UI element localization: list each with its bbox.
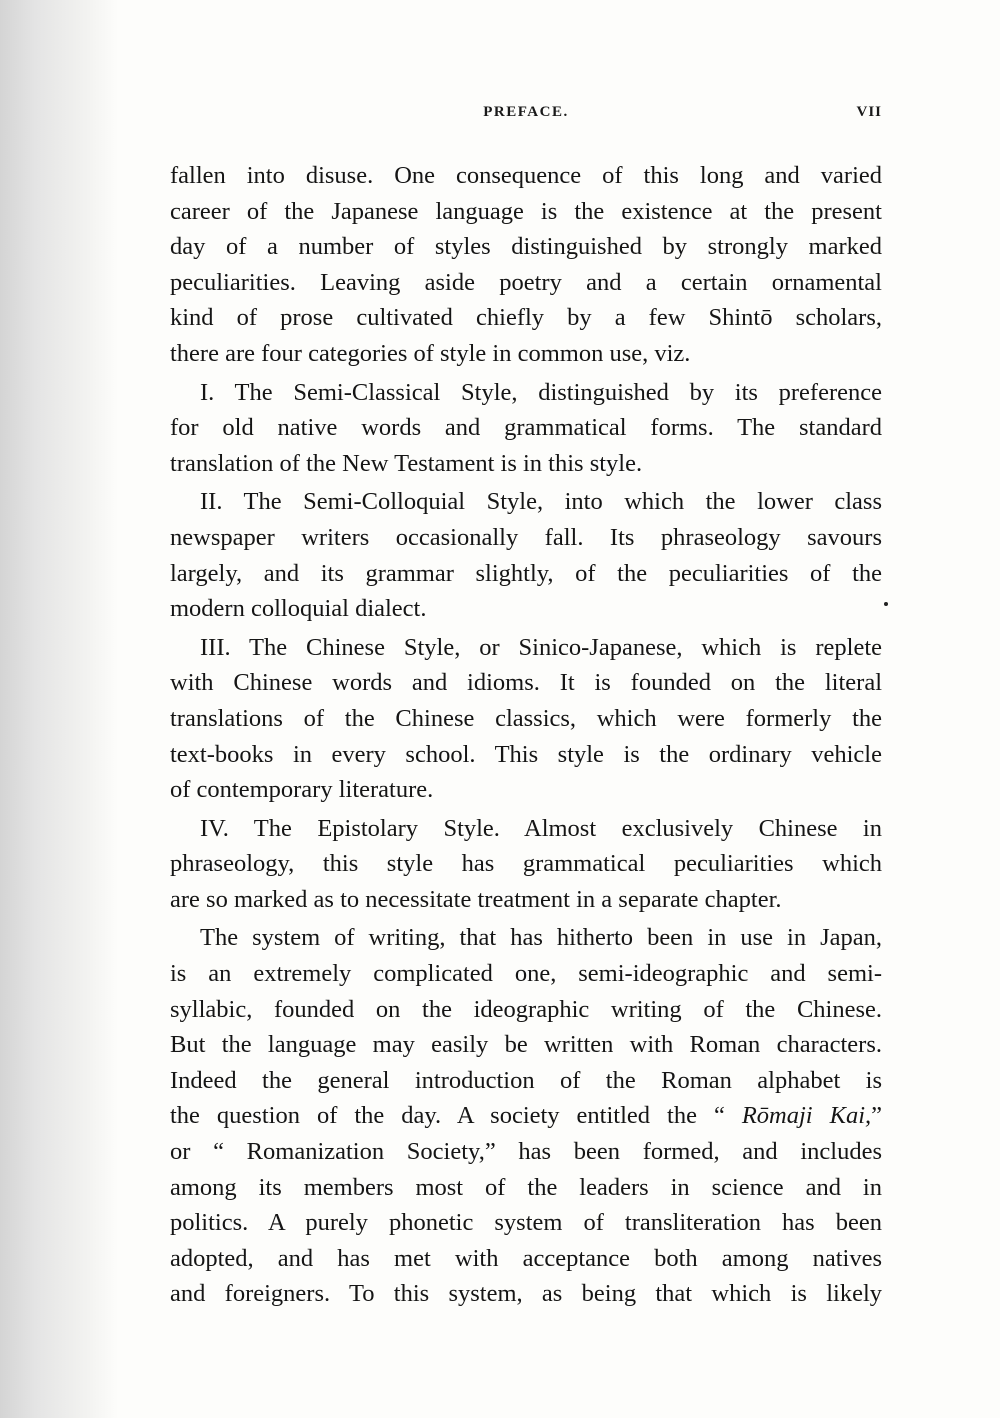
text-line: of contemporary literature. [170, 776, 434, 804]
text-line: modern colloquial dialect. [170, 595, 427, 623]
text-line: kind of prose cultivated chiefly by a few Shintō scholars, [170, 304, 882, 332]
text-line: The system of writing, that has hitherto been in use in Japan, [200, 924, 882, 952]
text-line: newspaper writers occasionally fall. Its phraseology savours [170, 523, 882, 551]
text-line: are so marked as to necessitate treatment in a separate chapter. [170, 885, 782, 913]
running-title: PREFACE. [483, 104, 569, 120]
text-line: is an extremely complicated one, semi-ideographic and semi- [170, 960, 882, 988]
text-line: Indeed the general introduction of the Roman alphabet is [170, 1066, 882, 1094]
text-line: But the language may easily be written with Roman characters. [170, 1031, 882, 1059]
text-line: I. The Semi-Classical Style, distinguished by its preference [200, 378, 882, 406]
text-line: IV. The Epistolary Style. Almost exclusively Chinese in [200, 814, 882, 842]
page-gutter-shadow [0, 0, 118, 1418]
text-line: adopted, and has met with acceptance both among natives [170, 1244, 882, 1272]
text-line: text-books in every school. This style is the ordinary vehicle [170, 740, 882, 768]
text-line: among its members most of the leaders in science and in [170, 1173, 882, 1201]
running-head [170, 104, 882, 128]
paragraph-semi-classical [170, 375, 882, 482]
text-line-romaji-kai [170, 1098, 882, 1134]
text-line: syllabic, founded on the ideographic writing of the Chinese. [170, 995, 882, 1023]
text-line-start: the question of the day. A society entitled the [170, 1102, 697, 1130]
text-line: translations of the Chinese classics, which were formerly the [170, 704, 882, 732]
romaji-kai-phrase: Rōmaji Kai, [741, 1102, 872, 1130]
paragraph-chinese-style [170, 630, 882, 808]
text-line: fallen into disuse. One consequence of this long and varied [170, 162, 882, 189]
text-line: and foreigners. To this system, as being that which is likely [170, 1280, 882, 1308]
stray-ink-dot [884, 602, 888, 606]
body-text [170, 158, 882, 1312]
page-number: VII [856, 104, 882, 120]
text-line: for old native words and grammatical forms. The standard [170, 414, 882, 442]
text-line: with Chinese words and idioms. It is founded on the literal [170, 669, 882, 697]
paragraph-semi-colloquial [170, 484, 882, 626]
text-line: or “ Romanization Society,” has been formed, and includes [170, 1138, 882, 1166]
text-line: there are four categories of style in common use, viz. [170, 339, 691, 367]
text-line: phraseology, this style has grammatical peculiarities which [170, 850, 882, 878]
text-line: largely, and its grammar slightly, of the peculiarities of the [170, 559, 882, 587]
text-line: II. The Semi-Colloquial Style, into which the lower class [200, 488, 882, 516]
paragraph-intro [170, 158, 882, 372]
open-quote: “ [713, 1102, 742, 1130]
paragraph-writing-system [170, 920, 882, 1312]
text-line: III. The Chinese Style, or Sinico-Japanese, which is replete [200, 633, 882, 661]
paragraph-epistolary [170, 811, 882, 918]
text-line: politics. A purely phonetic system of transliteration has been [170, 1209, 882, 1237]
text-line: peculiarities. Leaving aside poetry and a certain ornamental [170, 268, 882, 296]
text-line: career of the Japanese language is the existence at the present [170, 197, 882, 225]
text-line: day of a number of styles distinguished by strongly marked [170, 233, 882, 261]
close-quote: ” [871, 1102, 883, 1130]
text-line: translation of the New Testament is in this style. [170, 449, 643, 477]
